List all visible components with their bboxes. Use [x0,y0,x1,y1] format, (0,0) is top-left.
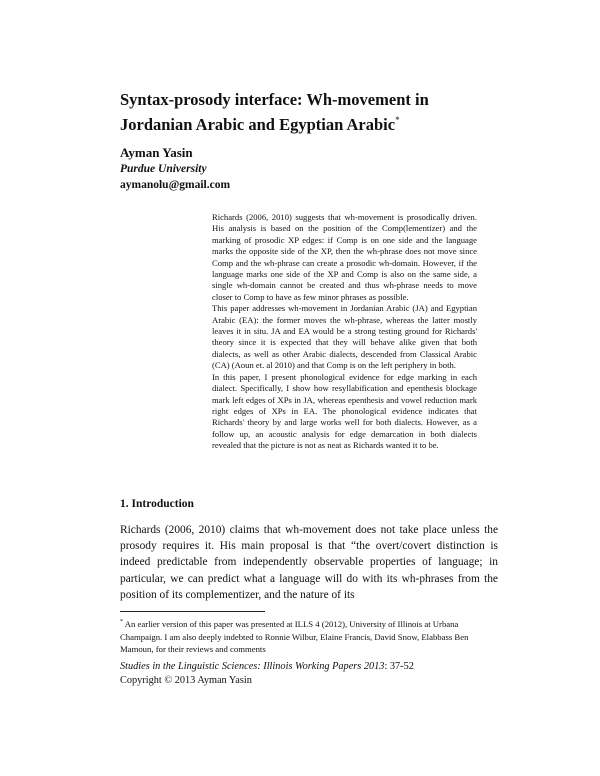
abstract-paragraph: This paper addresses wh-movement in Jordanian Arabic (JA) and Egyptian Arabic (EA): the former moves the wh-phrase, whereas the latter mostly leaves it in situ. JA and EA would be a strong testing ground for Richards' theory since it is expected that they will behave alike given that both dialects, as well as other Arabic dialects, descended from Classical Arabic (CA) (Aoun et. al 2010) and that Comp is on the left periphery in both. [212,303,477,371]
footnote [120,616,500,656]
author-block [120,145,420,193]
author-affiliation: Purdue University [120,163,207,175]
author-email: aymanolu@gmail.com [120,179,231,191]
abstract-paragraph: Richards (2006, 2010) suggests that wh-movement is prosodically driven. His analysis is based on the position of the Comp(lementizer) and the marking of prosodic XP edges: if Comp is on one side and the language marks the opposite side of the XP, then the wh-phrase does not move since Comp and the wh-phrase can create a prosodic wh-domain. However, if the language marks one side of the XP and Comp is also on the same side, a single wh-domain cannot be created and thus wh-phrase needs to move closer to Comp to have as few minor phrases as possible. [212,212,477,302]
paper-title [120,90,500,135]
introduction-paragraph: Richards (2006, 2010) claims that wh-movement does not take place unless the prosody requires it. His main proposal is that “the overt/covert distinction is indeed predictable from independently observable properties of language; in particular, we can predict what a language will do with its wh-phrases from the position of its complementizer, and the nature of its [120,524,498,601]
journal-citation [120,660,500,674]
title-footnote-mark: * [395,115,400,125]
journal-pages: : 37-52 [384,661,414,672]
author-name: Ayman Yasin [120,145,193,160]
journal-venue: Studies in the Linguistic Sciences: Illinois Working Papers 2013 [120,661,385,672]
paper-title-text: Syntax-prosody interface: Wh-movement in Jordanian Arabic and Egyptian Arabic [120,90,429,134]
footnote-text: An earlier version of this paper was presented at ILLS 4 (2012), University of Illinois at Urbana Champaign. I am also deeply indebted to Ronnie Wilbur, Elaine Francis, David Snow, Elabbass Ben Mamoun, for their reviews and comments [120,619,469,655]
copyright-line: Copyright © 2013 Ayman Yasin [120,675,252,686]
abstract [212,212,477,452]
footnote-divider [120,611,265,612]
section-heading-introduction: 1. Introduction [120,498,194,510]
abstract-paragraph: In this paper, I present phonological evidence for edge marking in each dialect. Specifically, I show how resyllabification and epenthesis blockage mark left edges of XPs in JA, whereas epenthesis and vowel reduction mark right edges of XPs in EA. The phonological evidence indicates that Richards' theory by and large works well for both dialects. However, as a follow up, an acoustic analysis for edge demarcation in both dialects revealed that the picture is not as neat as Richards wanted it to be. [212,371,477,451]
footnote-mark: * [120,619,123,625]
